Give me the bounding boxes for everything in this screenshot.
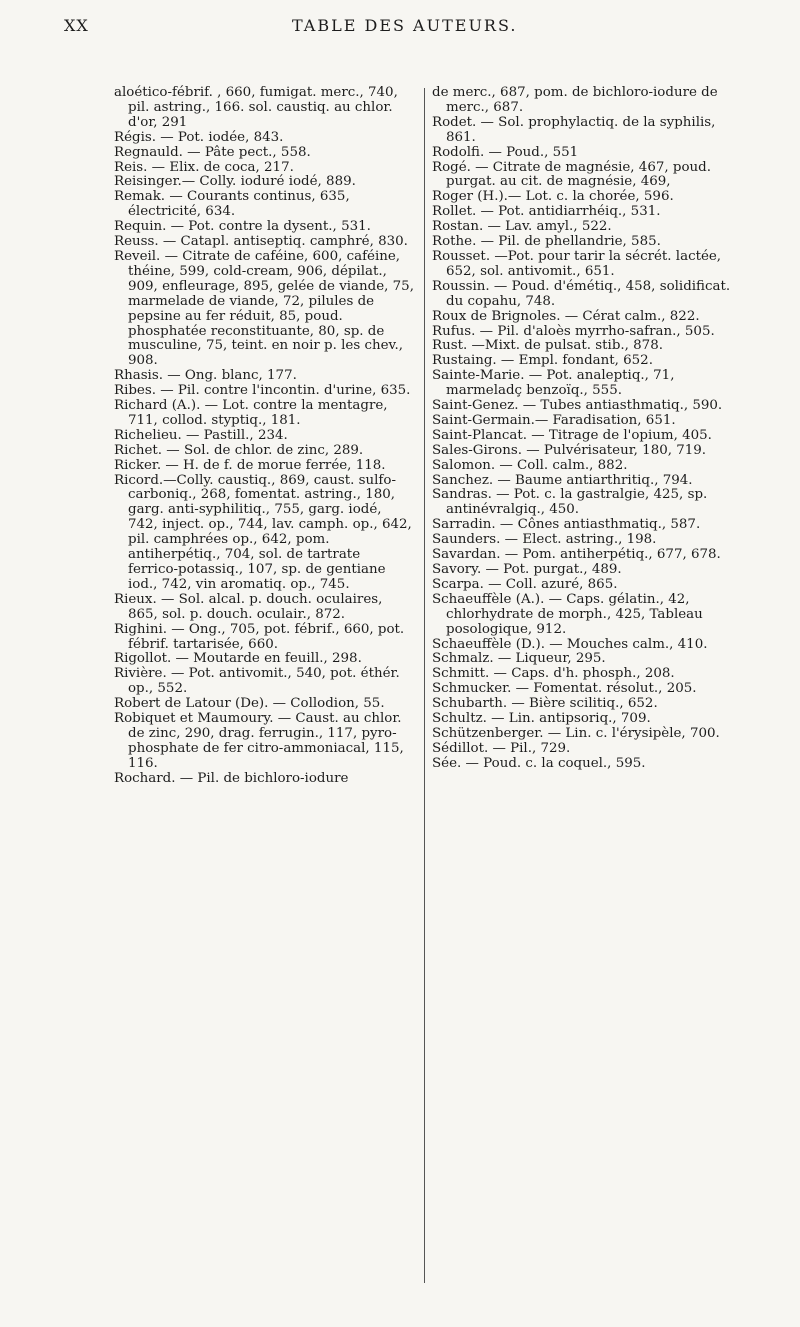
index-entry: Sée. — Poud. c. la coquel., 595.: [432, 755, 646, 771]
index-entry: Sarradin. — Cônes antiasthmatiq., 587.: [432, 517, 701, 533]
index-entry: Rust. —Mixt. de pulsat. stib., 878.: [432, 338, 663, 354]
index-entry: Reuss. — Catapl. antiseptiq. camphré, 830.: [114, 234, 408, 250]
index-entry: Schubarth. — Bière scilitiq., 652.: [432, 696, 658, 712]
index-entry: Robiquet et Maumoury. — Caust. au chlor. de zinc, 290, drag. ferrugin., 117, pyro-phosphate de fer citro-ammoniacal, 115, 116.: [114, 711, 404, 771]
index-entry: Richet. — Sol. de chlor. de zinc, 289.: [114, 442, 364, 458]
index-entry: Saint-Genez. — Tubes antiasthmatiq., 590.: [432, 398, 723, 414]
index-entry: Sandras. — Pot. c. la gastralgie, 425, sp. antinévralgiq., 450.: [432, 487, 708, 518]
index-entry: Rostan. — Lav. amyl., 522.: [432, 219, 612, 235]
index-entry: Schaeuffèle (D.). — Mouches calm., 410.: [432, 636, 708, 652]
index-entry: Rogé. — Citrate de magnésie, 467, poud. purgat. au cit. de magnésie, 469,: [432, 159, 711, 190]
index-entry: Schmitt. — Caps. d'h. phosph., 208.: [432, 666, 675, 682]
index-entry: Ribes. — Pil. contre l'incontin. d'urine, 635.: [114, 383, 411, 399]
page-header: [0, 16, 800, 56]
index-entry: Reveil. — Citrate de caféine, 600, caféine, théine, 599, cold-cream, 906, dépilat., 909, enfleurage, 895, gelée de viande, 75, marmelade de viande, 72, pilules de pepsine au fer réduit, 85, poud. phosphatée reconstituante, 80, sp. de musculine, 75, teint. en noir p. les chev., 908.: [114, 248, 414, 369]
index-entry: Reis. — Elix. de coca, 217.: [114, 159, 294, 175]
index-entry: Schützenberger. — Lin. c. l'érysipèle, 700.: [432, 725, 720, 741]
index-entry: Rodet. — Sol. prophylactiq. de la syphilis, 861.: [432, 114, 716, 145]
index-entry: Saint-Plancat. — Titrage de l'opium, 405.: [432, 427, 712, 443]
index-entry: Regnauld. — Pâte pect., 558.: [114, 144, 311, 160]
index-entry: Roussin. — Poud. d'émétiq., 458, solidificat. du copahu, 748.: [432, 278, 731, 309]
index-entry: Rhasis. — Ong. blanc, 177.: [114, 368, 297, 384]
index-entry: Schmucker. — Fomentat. résolut., 205.: [432, 681, 697, 697]
index-entry: de merc., 687, pom. de bichloro-iodure de merc., 687.: [432, 85, 718, 115]
index-entry: Savardan. — Pom. antiherpétiq., 677, 678.: [432, 547, 721, 563]
index-entry: Sédillot. — Pil., 729.: [432, 740, 571, 756]
left-column: [114, 86, 414, 787]
index-entry: Righini. — Ong., 705, pot. fébrif., 660, pot. fébrif. tartarisée, 660.: [114, 621, 405, 652]
index-entry: Roux de Brignoles. — Cérat calm., 822.: [432, 308, 700, 324]
index-entry: Sales-Girons. — Pulvérisateur, 180, 719.: [432, 442, 707, 458]
index-entry: Sainte-Marie. — Pot. analeptiq., 71, marmeladç benzoïq., 555.: [432, 368, 675, 399]
index-entry: Ricord.—Colly. caustiq., 869, caust. sulfo-carboniq., 268, fomentat. astring., 180, garg. anti-syphilitiq., 755, garg. iodé, 742, inject. op., 744, lav. camph. op., 642, pil. camphrées op., 642, pom. antiherpétiq., 704, sol. de tartrate ferrico-potassiq., 107, sp. de gentiane iod., 742, vin aromatiq. op., 745.: [114, 472, 412, 592]
index-entry: Saunders. — Elect. astring., 198.: [432, 532, 657, 548]
index-entry: aloético-fébrif. , 660, fumigat. merc., 740, pil. astring., 166. sol. caustiq. au chlor. d'or, 291: [114, 85, 398, 130]
index-entry: Ricker. — H. de f. de morue ferrée, 118.: [114, 457, 386, 473]
index-entry: Rothe. — Pil. de phellandrie, 585.: [432, 234, 661, 250]
index-entry: Robert de Latour (De). — Collodion, 55.: [114, 696, 385, 712]
index-entry: Saint-Germain.— Faradisation, 651.: [432, 412, 676, 428]
index-entry: Scarpa. — Coll. azuré, 865.: [432, 576, 618, 592]
index-entry: Régis. — Pot. iodée, 843.: [114, 129, 284, 145]
index-entry: Reisinger.— Colly. ioduré iodé, 889.: [114, 174, 356, 190]
index-entry: Rodolfi. — Poud., 551: [432, 144, 579, 160]
index-entry: Schmalz. — Liqueur, 295.: [432, 651, 606, 667]
index-entry: Rollet. — Pot. antidiarrhéiq., 531.: [432, 204, 661, 220]
index-entry: Richelieu. — Pastill., 234.: [114, 427, 288, 443]
index-entry: Rustaing. — Empl. fondant, 652.: [432, 353, 653, 369]
index-entry: Richard (A.). — Lot. contre la mentagre, 711, collod. styptiq., 181.: [114, 398, 388, 428]
index-entry: Salomon. — Coll. calm., 882.: [432, 457, 628, 473]
index-entry: Requin. — Pot. contre la dysent., 531.: [114, 219, 371, 235]
index-entry: Remak. — Courants continus, 635, électricité, 634.: [114, 189, 350, 220]
index-entry: Schaeuffèle (A.). — Caps. gélatin., 42, chlorhydrate de morph., 425, Tableau posologique, 912.: [432, 591, 703, 637]
index-entry: Rousset. —Pot. pour tarir la sécrét. lactée, 652, sol. antivomit., 651.: [432, 248, 722, 279]
running-title: TABLE DES AUTEURS.: [292, 16, 518, 35]
index-entry: Rigollot. — Moutarde en feuill., 298.: [114, 651, 362, 667]
index-entry: Sanchez. — Baume antiarthritiq., 794.: [432, 472, 693, 488]
index-entry: Rivière. — Pot. antivomit., 540, pot. éthér. op., 552.: [114, 666, 400, 697]
right-column: [432, 86, 732, 772]
index-entry: Savory. — Pot. purgat., 489.: [432, 562, 622, 577]
column-divider: [424, 88, 425, 1283]
index-entry: Rochard. — Pil. de bichloro-iodure: [114, 770, 349, 786]
index-entry: Rufus. — Pil. d'aloès myrrho-safran., 505.: [432, 323, 715, 339]
index-entry: Rieux. — Sol. alcal. p. douch. oculaires, 865, sol. p. douch. oculair., 872.: [114, 591, 383, 622]
page-number: XX: [64, 16, 89, 35]
index-entry: Schultz. — Lin. antipsoriq., 709.: [432, 711, 651, 727]
index-entry: Roger (H.).— Lot. c. la chorée, 596.: [432, 189, 674, 205]
